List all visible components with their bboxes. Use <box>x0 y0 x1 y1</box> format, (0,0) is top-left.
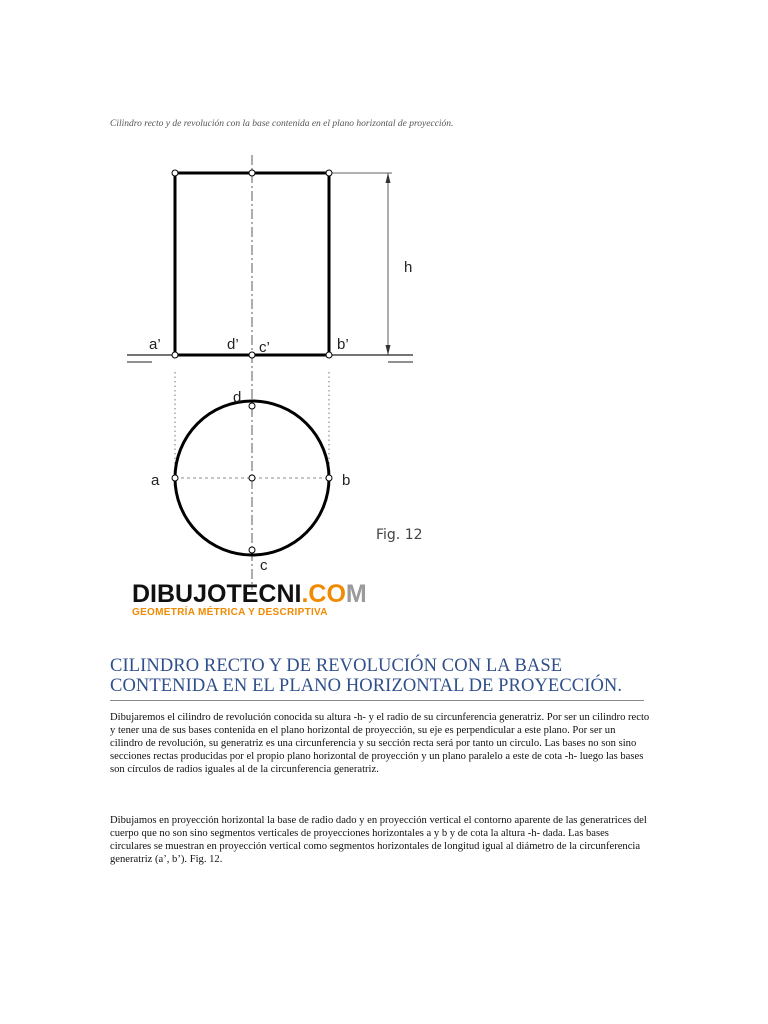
label-a-prime: a’ <box>149 336 161 353</box>
point-top-left <box>172 170 178 176</box>
height-arrow-top <box>386 173 391 183</box>
logo-tagline: GEOMETRÍA MÉTRICA Y DESCRIPTIVA <box>132 607 328 618</box>
point-top-center <box>249 170 255 176</box>
logo-part-3: M <box>345 580 367 608</box>
section-title: CILINDRO RECTO Y DE REVOLUCIÓN CON LA BASE CONTENIDA EN EL PLANO HORIZONTAL DE PROYECCIÓN. <box>110 656 623 696</box>
label-b: b <box>342 472 351 489</box>
point-b <box>326 475 332 481</box>
logo-part-1: DIBUJOTECNI <box>132 580 302 608</box>
point-center <box>249 475 255 481</box>
figure-caption: Cilindro recto y de revolución con la base contenida en el plano horizontal de proyección. <box>110 119 454 129</box>
paragraph-2: Dibujamos en proyección horizontal la base de radio dado y en proyección vertical el contorno aparente de las generatrices del cuerpo que no son sino segmentos verticales de proyecciones horizontales a y b y de cota la altura -h- dada. Las bases circulares se muestran en proyección vertical como segmentos horizontales de longitud igual al diámetro de la circunferencia generatriz (a’, b’). Fig. 12. <box>110 815 647 865</box>
logo-part-2: .CO <box>301 580 346 608</box>
label-b-prime: b’ <box>337 336 349 353</box>
label-h: h <box>404 259 413 276</box>
label-d-prime: d’ <box>227 336 239 353</box>
title-divider <box>110 700 644 701</box>
point-d <box>249 403 255 409</box>
point-b-prime <box>326 352 332 358</box>
point-c-d-prime <box>249 352 255 358</box>
label-a: a <box>151 472 160 489</box>
logo-wordmark <box>132 580 367 608</box>
label-d: d <box>233 389 242 406</box>
point-c <box>249 547 255 553</box>
paragraph-1: Dibujaremos el cilindro de revolución conocida su altura -h- y el radio de su circunferencia generatriz. Por ser un cilindro recto y tener una de sus bases contenida en el plano horizontal de proyección, su eje es perpendicular a este plano. Por ser un cilindro de revolución, su generatriz es una circunferencia y su sección recta será por tanto un circulo. Las bases no son sino secciones rectas producidas por el propio plano horizontal de proyección y un plano paralelo a este de cota -h- luego las bases son círculos de radios iguales al de la circunferencia generatriz. <box>110 712 650 775</box>
point-top-right <box>326 170 332 176</box>
height-arrow-bottom <box>386 345 391 355</box>
figure-number-label: Fig. 12 <box>376 527 423 543</box>
dibujotecni-logo <box>132 580 367 618</box>
point-a <box>172 475 178 481</box>
label-c: c <box>260 557 268 574</box>
point-a-prime <box>172 352 178 358</box>
label-c-prime: c’ <box>259 339 270 356</box>
